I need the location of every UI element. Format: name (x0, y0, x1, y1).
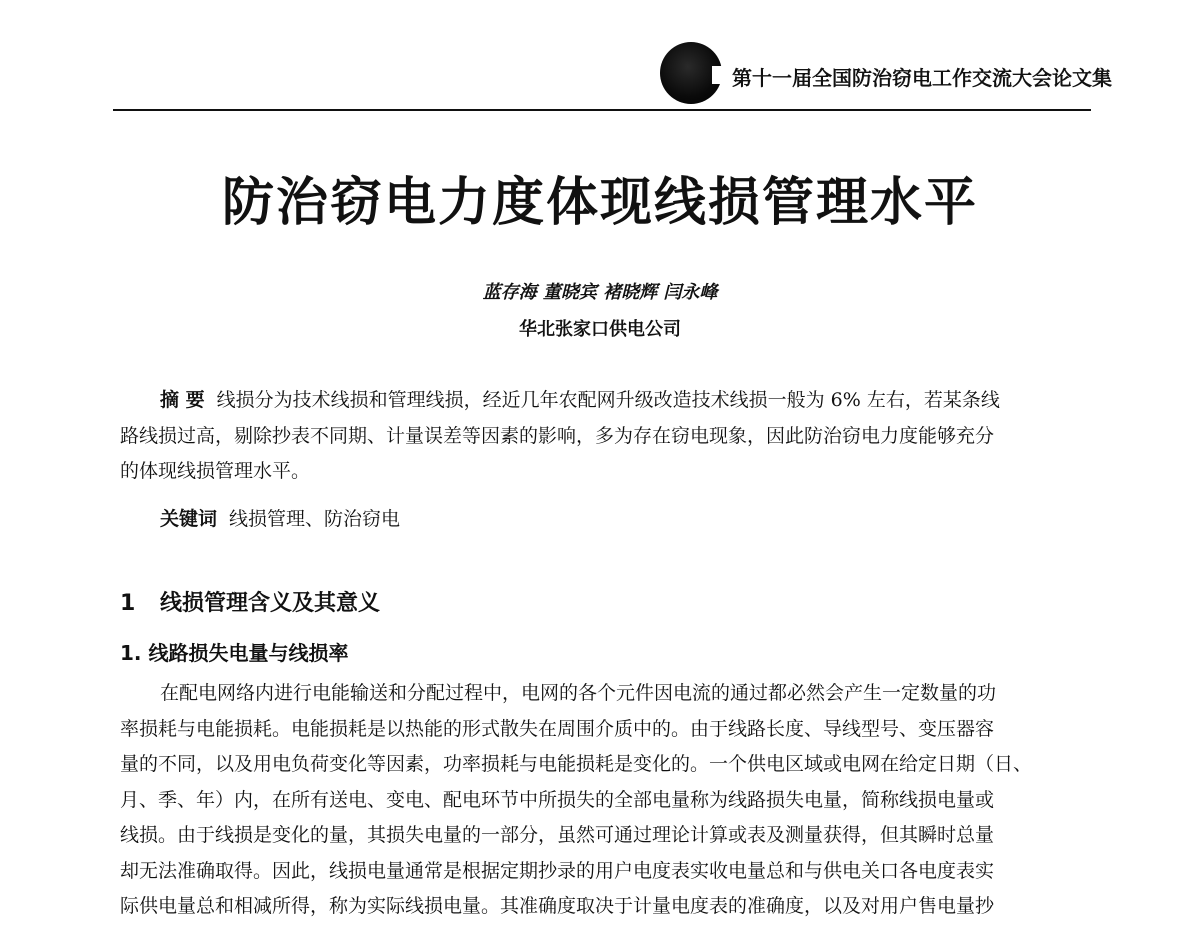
body-paragraph (120, 676, 1088, 925)
body-line: 月、季、年）内，在所有送电、变电、配电环节中所损失的全部电量称为线路损失电量，简称线损电量或 (120, 788, 995, 811)
section-heading (120, 586, 380, 617)
keywords-text: 线损管理、防治窃电 (229, 508, 401, 530)
body-line: 量的不同，以及用电负荷变化等因素，功率损耗与电能损耗是变化的。一个供电区域或电网在给定日期（日、 (120, 753, 1033, 775)
body-line: 率损耗与电能损耗。电能损耗是以热能的形式散失在周围介质中的。由于线路长度、导线型号、变压器容 (120, 717, 995, 740)
section-number: 1 (120, 591, 136, 616)
section-title: 线损管理含义及其意义 (160, 591, 381, 616)
abstract-text-1: 线损分为技术线损和管理线损，经近几年农配网升级改造技术线损一般为 6% 左右，若某条线 (216, 389, 1000, 411)
journal-logo-notch (712, 66, 722, 84)
abstract-line-2: 路线损过高，剔除抄表不同期、计量误差等因素的影响，多为存在窃电现象，因此防治窃电力度能够充分 (120, 424, 995, 447)
abstract-line-1 (120, 383, 1088, 419)
journal-title: 第十一届全国防治窃电工作交流大会论文集 (732, 66, 1112, 90)
paper-affiliation: 华北张家口供电公司 (519, 319, 681, 340)
body-line: 却无法准确取得。因此，线损电量通常是根据定期抄录的用户电度表实收电量总和与供电关口各电度表实 (120, 859, 995, 882)
body-line: 际供电量总和相减所得，称为实际线损电量。其准确度取决于计量电度表的准确度，以及对用户售电量抄 (120, 895, 995, 917)
paper-authors: 蓝存海 董晓宾 褚晓辉 闫永峰 (482, 282, 718, 303)
abstract-label: 摘 要 (160, 389, 205, 411)
body-line: 在配电网络内进行电能输送和分配过程中，电网的各个元件因电流的通过都必然会产生一定数量的功 (160, 682, 997, 704)
keywords (120, 504, 400, 531)
paper-title: 防治窃电力度体现线损管理水平 (221, 173, 978, 233)
body-line: 线损。由于线损是变化的量，其损失电量的一部分，虽然可通过理论计算或表及测量获得，但其瞬时总量 (120, 824, 995, 846)
subsection-heading: 1. 线路损失电量与线损率 (120, 641, 349, 665)
abstract (120, 383, 1088, 490)
keywords-label: 关键词 (160, 508, 218, 530)
abstract-line-3: 的体现线损管理水平。 (120, 460, 311, 482)
header-divider (113, 109, 1091, 111)
